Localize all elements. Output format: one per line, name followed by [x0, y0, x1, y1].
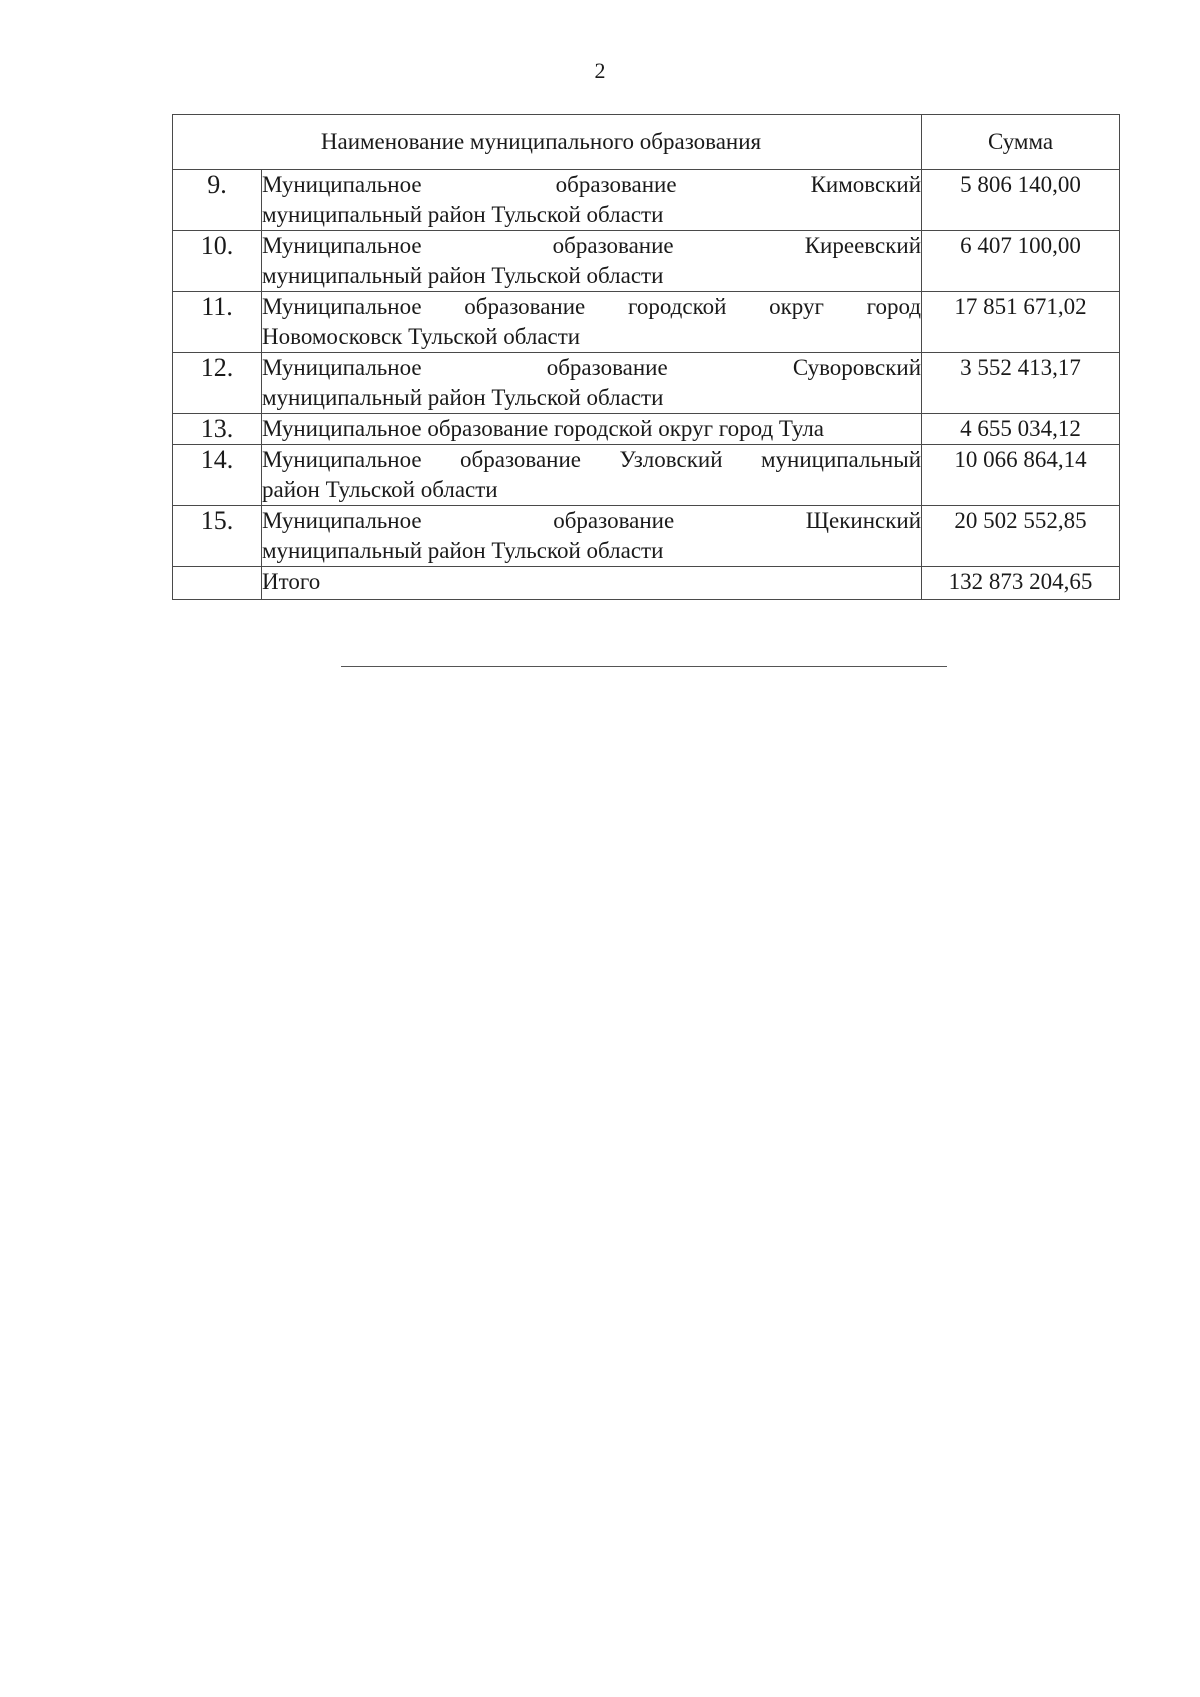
municipality-name-line: Муниципальное образование Суворовский: [262, 355, 922, 380]
total-empty-cell: [173, 567, 262, 600]
row-sum: 6 407 100,00: [922, 231, 1120, 292]
municipality-name: [262, 506, 922, 567]
table-row: [173, 292, 1120, 353]
end-of-document-rule: [341, 666, 947, 667]
municipality-name-line: Новомосковск Тульской области: [262, 324, 581, 349]
municipality-name: [262, 231, 922, 292]
row-sum: 17 851 671,02: [922, 292, 1120, 353]
header-sum: Сумма: [922, 115, 1120, 170]
municipality-name-line: район Тульской области: [262, 477, 498, 502]
row-sum: 4 655 034,12: [922, 414, 1120, 445]
municipality-name-line: муниципальный район Тульской области: [262, 263, 664, 288]
municipality-name-line: Муниципальное образование Щекинский: [262, 508, 922, 533]
municipality-name-line: Муниципальное образование Узловский муниципальный: [262, 447, 922, 472]
allocation-table: [172, 114, 1120, 600]
row-number: 15.: [173, 506, 262, 567]
row-sum: 3 552 413,17: [922, 353, 1120, 414]
row-number: 12.: [173, 353, 262, 414]
total-sum: 132 873 204,65: [922, 567, 1120, 600]
table-row: [173, 231, 1120, 292]
total-label-text: Итого: [262, 569, 321, 594]
row-number: 11.: [173, 292, 262, 353]
table-row: [173, 506, 1120, 567]
row-number: 14.: [173, 445, 262, 506]
municipality-name-line: муниципальный район Тульской области: [262, 202, 664, 227]
table-row: [173, 170, 1120, 231]
municipality-name: [262, 414, 922, 445]
municipality-name-line: Муниципальное образование Киреевский: [262, 233, 922, 258]
row-sum: 10 066 864,14: [922, 445, 1120, 506]
row-sum: 5 806 140,00: [922, 170, 1120, 231]
municipality-name: [262, 170, 922, 231]
table-row: [173, 414, 1120, 445]
municipality-name-line: муниципальный район Тульской области: [262, 538, 664, 563]
table-row: [173, 445, 1120, 506]
table-header-row: [173, 115, 1120, 170]
municipality-name: [262, 445, 922, 506]
total-label: [262, 567, 922, 600]
municipality-name-line: Муниципальное образование городской округ город Тула: [262, 416, 825, 441]
municipality-name-line: Муниципальное образование городской округ город: [262, 294, 922, 319]
row-number: 9.: [173, 170, 262, 231]
row-number: 10.: [173, 231, 262, 292]
page-number: 2: [594, 58, 606, 83]
municipality-name: [262, 292, 922, 353]
municipality-name: [262, 353, 922, 414]
table-row: [173, 353, 1120, 414]
total-row: [173, 567, 1120, 600]
row-sum: 20 502 552,85: [922, 506, 1120, 567]
municipality-name-line: Муниципальное образование Кимовский: [262, 172, 922, 197]
row-number: 13.: [173, 414, 262, 445]
header-municipality-name: Наименование муниципального образования: [173, 115, 922, 170]
municipality-name-line: муниципальный район Тульской области: [262, 385, 664, 410]
